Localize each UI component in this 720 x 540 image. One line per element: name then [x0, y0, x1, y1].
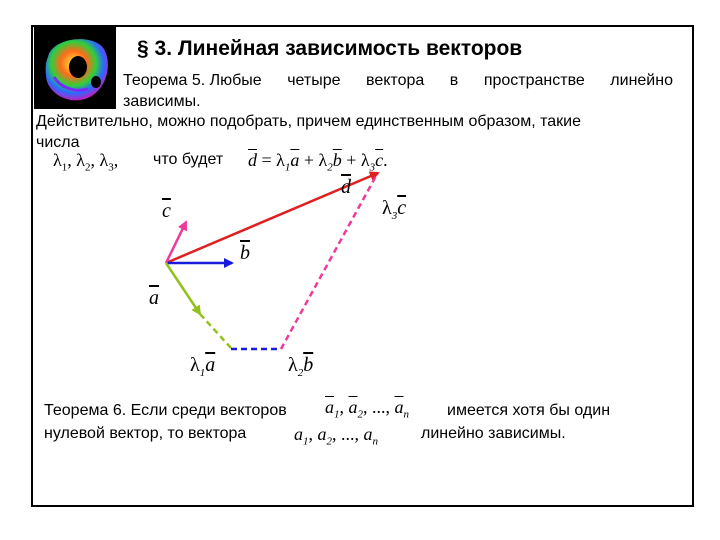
- vec-sep: , ...,: [332, 424, 364, 444]
- lambda-sym: , λ: [90, 150, 109, 170]
- vec-sub: 2: [326, 435, 332, 448]
- vec-sep: ,: [339, 397, 349, 417]
- vector-list-1: [325, 397, 409, 421]
- lambda-sym: ,: [113, 150, 119, 170]
- label-lambda3c: [382, 197, 406, 222]
- vec-sub: n: [403, 408, 409, 421]
- vec-a: $\overline{a}$: [325, 397, 334, 417]
- formula-d: $\overline{d}$: [248, 150, 257, 170]
- label-sub: 1: [199, 367, 206, 379]
- formula-sub: 3: [369, 161, 376, 174]
- vec-a: a: [294, 424, 303, 444]
- formula-sub: 2: [327, 161, 333, 174]
- theorem6-text: . Если среди векторов: [121, 402, 287, 419]
- vec-a: a: [363, 424, 373, 444]
- formula-part: .: [383, 150, 388, 170]
- formula-b: $\overline{b}$: [332, 150, 342, 170]
- label-a: $\overline{a}$: [149, 287, 159, 309]
- formula-a: $\overline{a}$: [290, 150, 300, 170]
- lambda-sym: , λ: [67, 150, 85, 170]
- lambda-sym: λ: [53, 150, 62, 170]
- lambda-sub: 2: [84, 161, 91, 174]
- vec-a: $\overline{a}$: [394, 397, 404, 417]
- label-vec: $\overline{a}$: [205, 354, 216, 376]
- theorem5-word: линейно: [610, 72, 673, 89]
- label-c: $\overline{c}$: [162, 200, 171, 222]
- page-title: § 3. Линейная зависимость векторов: [137, 37, 523, 60]
- lambda3c-dashed: [281, 176, 376, 349]
- theorem5-word: вектора: [366, 72, 425, 89]
- vec-sub: 2: [357, 408, 363, 421]
- theorem6-line1-end: имеется хотя бы один: [447, 402, 611, 419]
- formula-sub: 1: [284, 161, 291, 174]
- theorem5-label: Теорема 5: [123, 72, 201, 89]
- vec-sep: ,: [308, 424, 318, 444]
- formula-part: + λ: [299, 150, 328, 170]
- label-d: $\overline{d}$: [341, 176, 351, 198]
- vec-a: $\overline{a}$: [348, 397, 358, 417]
- vec-sep: , ...,: [363, 397, 395, 417]
- formula-c: $\overline{c}$: [375, 150, 384, 170]
- theorem5-word: . Любые: [200, 72, 262, 89]
- vector-a-arrow: [166, 263, 200, 314]
- lambda1a-dashed: [200, 314, 231, 348]
- vec-sub: 1: [334, 408, 340, 421]
- label-lambda: λ: [190, 354, 200, 376]
- label-sub: 2: [297, 367, 304, 379]
- label-vec: $\overline{c}$: [397, 197, 407, 219]
- label-lambda1a: [190, 354, 215, 379]
- theorem6-label: Теорема 6: [44, 402, 122, 419]
- theorem6-line2-end: линейно зависимы.: [421, 425, 566, 442]
- theorem5-word: в: [449, 72, 459, 89]
- vec-a: a: [317, 424, 327, 444]
- paragraph-line1: Действительно, можно подобрать, причем единственным образом, такие: [36, 113, 581, 130]
- paragraph-line2: числа: [36, 134, 80, 151]
- theorem5-word: четыре: [287, 72, 341, 89]
- label-lambda: λ: [288, 354, 298, 376]
- chto-budet-text: что будет: [153, 151, 224, 168]
- formula-part: + λ: [341, 150, 370, 170]
- label-lambda2b: [288, 354, 313, 379]
- label-vec: $\overline{b}$: [303, 354, 314, 376]
- theorem5-word: пространстве: [483, 72, 585, 89]
- label-b: $\overline{b}$: [240, 242, 250, 264]
- formula-part: = λ: [257, 150, 285, 170]
- lambda-sub: 3: [108, 161, 114, 174]
- label-lambda: λ: [382, 197, 392, 219]
- lambda-sub: 1: [61, 161, 68, 174]
- theorem5-line2: зависимы.: [123, 93, 201, 110]
- vec-sub: n: [372, 435, 378, 448]
- theorem6-line1: [44, 402, 287, 420]
- label-sub: 3: [391, 210, 398, 222]
- theorem6-line2: нулевой вектор, то вектора: [44, 425, 247, 442]
- vec-sub: 1: [303, 435, 309, 448]
- vector-list-2: [294, 424, 378, 448]
